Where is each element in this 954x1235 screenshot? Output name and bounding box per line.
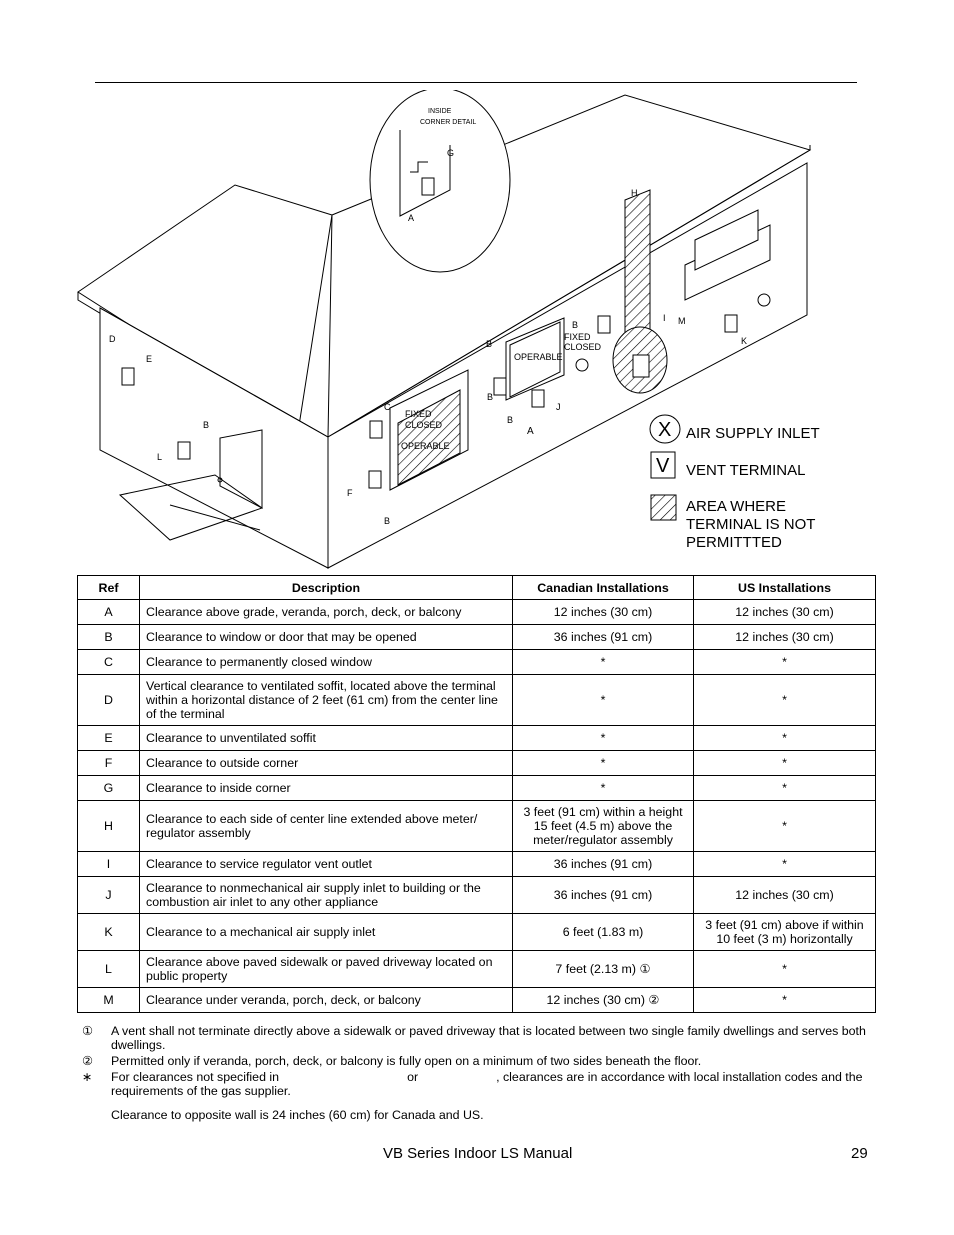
table-row: [78, 600, 876, 625]
cell-us: *: [694, 852, 876, 877]
cell-us: 12 inches (30 cm): [694, 877, 876, 914]
legend-not-permitted-2: TERMINAL IS NOT: [686, 516, 816, 533]
cell-canadian: *: [513, 726, 694, 751]
cell-ref: E: [78, 726, 140, 751]
cell-ref: B: [78, 625, 140, 650]
cell-canadian: 36 inches (91 cm): [513, 625, 694, 650]
cell-desc: Clearance to service regulator vent outlet: [140, 852, 513, 877]
label-h: H: [631, 188, 638, 198]
footnote-mark: ②: [82, 1054, 94, 1068]
label-b-top: B: [572, 320, 579, 330]
footnote-text: A vent shall not terminate directly above a sidewalk or paved driveway that is located between two single family dwellings and serves both dwellings.: [111, 1024, 866, 1052]
cell-desc: Clearance to each side of center line extended above meter/ regulator assembly: [140, 801, 513, 852]
cell-ref: K: [78, 914, 140, 951]
cell-us: *: [694, 675, 876, 726]
fixed-left: FIXED: [405, 409, 432, 419]
table-row: [78, 726, 876, 751]
label-i: I: [663, 313, 666, 323]
clearance-table: [77, 575, 876, 1013]
cell-desc: Clearance to inside corner: [140, 776, 513, 801]
cell-ref: M: [78, 988, 140, 1013]
cell-canadian: 36 inches (91 cm): [513, 877, 694, 914]
cell-ref: D: [78, 675, 140, 726]
footer-manual-title: VB Series Indoor LS Manual: [383, 1145, 573, 1162]
label-g: G: [447, 148, 455, 158]
cell-ref: I: [78, 852, 140, 877]
legend-not-permitted-3: PERMITTTED: [686, 534, 782, 551]
footnotes: [82, 1024, 872, 1122]
table-row: [78, 751, 876, 776]
cell-canadian: 36 inches (91 cm): [513, 852, 694, 877]
opposite-wall-note: Clearance to opposite wall is 24 inches (60 cm) for Canada and US.: [111, 1108, 484, 1122]
table-row: [78, 951, 876, 988]
cell-us: *: [694, 726, 876, 751]
header-description: Description: [140, 576, 513, 600]
cell-canadian: 7 feet (2.13 m) ①: [513, 951, 694, 988]
closed-left: CLOSED: [405, 420, 443, 430]
cell-us: *: [694, 751, 876, 776]
label-b-side: B: [487, 392, 494, 402]
cell-ref: H: [78, 801, 140, 852]
table-row: [78, 650, 876, 675]
inset-label-line2: CORNER DETAIL: [420, 119, 477, 126]
legend-air-supply-inlet: AIR SUPPLY INLET: [686, 425, 820, 442]
cell-desc: Clearance to unventilated soffit: [140, 726, 513, 751]
cell-ref: C: [78, 650, 140, 675]
cell-desc: Clearance to window or door that may be opened: [140, 625, 513, 650]
table-row: [78, 914, 876, 951]
cell-canadian: 3 feet (91 cm) within a height 15 feet (4.5 m) above the meter/regulator assembly: [513, 801, 694, 852]
cell-desc: Clearance above grade, veranda, porch, deck, or balcony: [140, 600, 513, 625]
table-row: [78, 675, 876, 726]
table-row: [78, 801, 876, 852]
footnote-mark: ∗: [82, 1070, 93, 1084]
cell-desc: Clearance under veranda, porch, deck, or balcony: [140, 988, 513, 1013]
label-b-lower: B: [384, 516, 391, 526]
closed-right: CLOSED: [564, 342, 602, 352]
x-symbol: X: [658, 419, 672, 441]
cell-desc: Clearance above paved sidewalk or paved driveway located on public property: [140, 951, 513, 988]
label-d: D: [109, 334, 116, 344]
cell-us: 12 inches (30 cm): [694, 600, 876, 625]
footnote-text: Permitted only if veranda, porch, deck, or balcony is fully open on a minimum of two sides beneath the floor.: [111, 1054, 702, 1068]
table-row: [78, 625, 876, 650]
footnote-asterisk: [82, 1070, 872, 1098]
label-f: F: [347, 488, 353, 498]
cell-canadian: 12 inches (30 cm) ②: [513, 988, 694, 1013]
table-row: [78, 877, 876, 914]
cell-us: 12 inches (30 cm): [694, 625, 876, 650]
footnote-1: [82, 1024, 872, 1052]
table-row: [78, 776, 876, 801]
operable-left: OPERABLE: [401, 441, 450, 451]
label-b-bot: B: [507, 415, 514, 425]
footnote-mark: ①: [82, 1024, 94, 1038]
cell-desc: Clearance to a mechanical air supply inlet: [140, 914, 513, 951]
table-header-row: [78, 576, 876, 600]
cell-canadian: *: [513, 776, 694, 801]
cell-ref: J: [78, 877, 140, 914]
cell-desc: Clearance to outside corner: [140, 751, 513, 776]
label-e: E: [146, 354, 153, 364]
cell-canadian: 12 inches (30 cm): [513, 600, 694, 625]
cell-desc: Clearance to permanently closed window: [140, 650, 513, 675]
cell-canadian: *: [513, 751, 694, 776]
cell-canadian: *: [513, 650, 694, 675]
label-l: L: [157, 452, 163, 462]
footnote-2: [82, 1054, 872, 1068]
table-row: [78, 852, 876, 877]
cell-ref: A: [78, 600, 140, 625]
cell-us: *: [694, 801, 876, 852]
footnote-text-a: For clearances not specified in: [111, 1070, 280, 1084]
operable-mid: OPERABLE: [514, 352, 563, 362]
cell-canadian: *: [513, 675, 694, 726]
legend-vent-terminal: VENT TERMINAL: [686, 462, 806, 479]
footer-page-number: 29: [851, 1145, 868, 1162]
vent-clearance-diagram: [70, 90, 880, 570]
cell-ref: F: [78, 751, 140, 776]
v-symbol: V: [656, 455, 670, 477]
label-m: M: [678, 316, 686, 326]
cell-ref: G: [78, 776, 140, 801]
label-j: J: [556, 402, 561, 412]
inset-label-line1: INSIDE: [428, 108, 452, 115]
cell-ref: L: [78, 951, 140, 988]
cell-canadian: 6 feet (1.83 m): [513, 914, 694, 951]
not-permitted-symbol: [651, 495, 676, 520]
label-k: K: [741, 336, 748, 346]
label-b-door: B: [203, 420, 210, 430]
footnote-text-c: , clearances are in accordance with local installation codes and the requirements of the gas supplier.: [111, 1070, 863, 1098]
label-c: C: [384, 402, 391, 412]
cell-us: *: [694, 988, 876, 1013]
cell-us: 3 feet (91 cm) above if within 10 feet (3 m) horizontally: [694, 914, 876, 951]
header-ref: Ref: [78, 576, 140, 600]
header-us: US Installations: [694, 576, 876, 600]
footnote-text-b: or: [407, 1070, 419, 1084]
label-a: A: [527, 426, 534, 437]
cell-us: *: [694, 776, 876, 801]
legend-not-permitted-1: AREA WHERE: [686, 498, 787, 515]
cell-us: *: [694, 951, 876, 988]
fixed-right: FIXED: [564, 332, 591, 342]
cell-desc: Vertical clearance to ventilated soffit, located above the terminal within a horizontal distance of 2 feet (61 cm) from the center line of the terminal: [140, 675, 513, 726]
label-b-mid: B: [486, 339, 493, 349]
header-canadian: Canadian Installations: [513, 576, 694, 600]
label-a-inset: A: [408, 213, 415, 223]
cell-desc: Clearance to nonmechanical air supply inlet to building or the combustion air inlet to any other appliance: [140, 877, 513, 914]
header-rule: [95, 82, 857, 83]
cell-us: *: [694, 650, 876, 675]
table-row: [78, 988, 876, 1013]
